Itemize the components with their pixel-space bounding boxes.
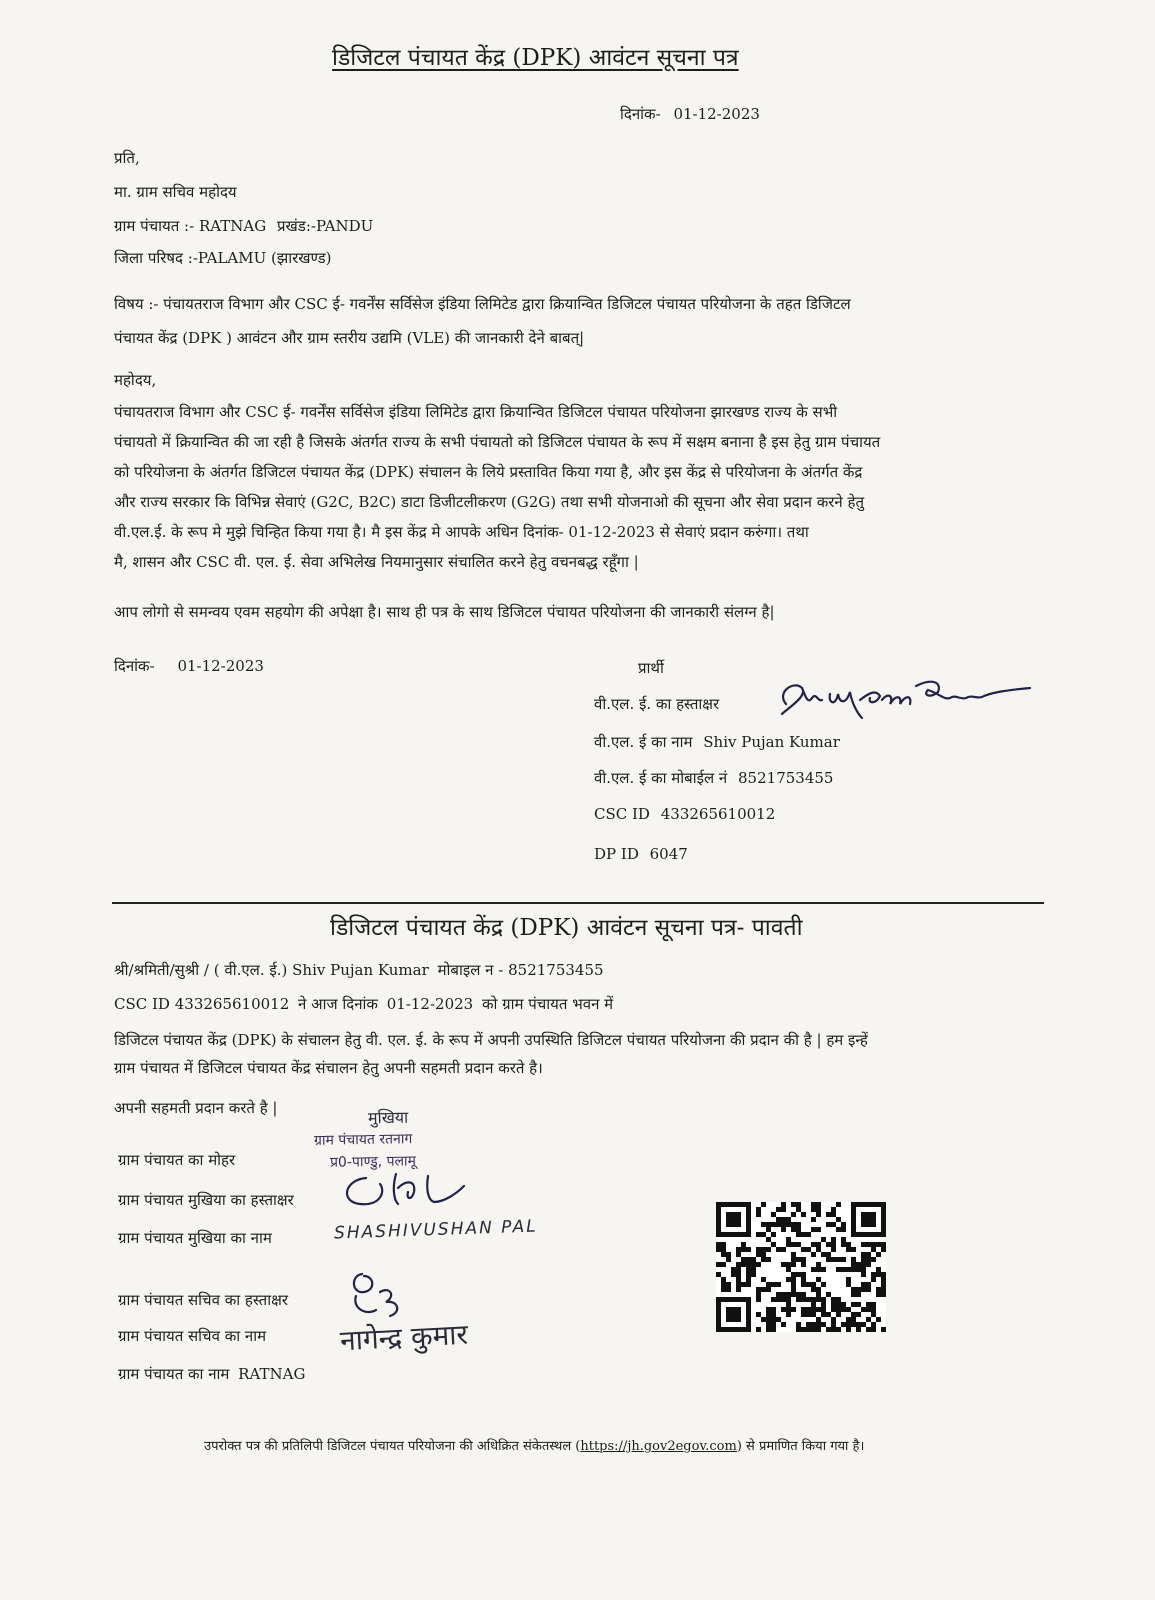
body-line-6: मै, शासन और CSC वी. एल. ई. सेवा अभिलेख नियमानुसार संचालित करने हेतु वचनबद्ध रहूँगा | xyxy=(114,553,639,571)
secretary-name-label: ग्राम पंचायत सचिव का नाम xyxy=(118,1327,267,1345)
mukhiya-name-label: ग्राम पंचायत मुखिया का नाम xyxy=(118,1229,272,1247)
vle-name-label: वी.एल. ई का नाम xyxy=(594,733,693,751)
gram-panchayat-line xyxy=(114,216,373,236)
mukhiya-signature xyxy=(336,1166,486,1214)
receipt-line-3: डिजिटल पंचायत केंद्र (DPK) के संचालन हेतु वी. एल. ई. के रूप में अपनी उपस्थिति डिजिटल पंचायत परियोजना की प्रदान की है | हम इन्हें xyxy=(114,1031,868,1049)
stamp-mukhiya: मुखिया xyxy=(367,1107,409,1128)
receipt-mobile: 8521753455 xyxy=(508,961,604,979)
panchayat-name-value: RATNAG xyxy=(238,1365,306,1383)
vle-signature-drawing xyxy=(772,674,1042,724)
district-line xyxy=(114,248,332,268)
receipt-line-4: ग्राम पंचायत में डिजिटल पंचायत केंद्र संचालन हेतु अपनी सहमती प्रदान करते है। xyxy=(114,1059,543,1077)
section-divider xyxy=(112,902,1044,904)
receipt-vle-name: Shiv Pujan Kumar xyxy=(292,961,429,979)
panchayat-name-line xyxy=(118,1364,305,1384)
qr-code-graphic xyxy=(716,1202,886,1332)
bottom-note xyxy=(204,1436,864,1454)
body-line-5: वी.एल.ई. के रूप मे मुझे चिन्हित किया गया है। मै इस केंद्र मे आपके अधिन दिनांक- 01-12-2023 से सेवाएं प्रदान करुंगा। तथा xyxy=(114,523,809,541)
secretary-name-value: नागेन्द्र कुमार xyxy=(339,1317,469,1358)
block-label: प्रखंड:- xyxy=(276,217,316,235)
date-label: दिनांक- xyxy=(620,105,661,123)
dp-id-value: 6047 xyxy=(649,845,688,863)
bottom-note-suffix: ) से प्रमाणित किया गया है। xyxy=(736,1439,865,1454)
receipt-prefix: श्री/श्रमिती/सुश्री / ( वी.एल. ई.) xyxy=(114,961,288,979)
portal-link[interactable]: https://jh.gov2egov.com xyxy=(580,1439,737,1454)
dp-id-line xyxy=(594,844,688,864)
receipt-date: 01-12-2023 xyxy=(386,995,474,1013)
prati-label: प्रति, xyxy=(114,149,140,167)
footer-date xyxy=(114,656,264,676)
mukhiya-signature-drawing xyxy=(336,1166,486,1214)
receipt-csc: 433265610012 xyxy=(174,995,290,1013)
vle-signature xyxy=(772,674,1042,724)
csc-id-line xyxy=(594,804,775,824)
body-line-2: पंचायतो में क्रियान्वित की जा रही है जिसके अंतर्गत राज्य के सभी पंचायतो को डिजिटल पंचायत के रूप में सक्षम बनाना है इस हेतु ग्राम पंचायत xyxy=(114,433,881,451)
receipt-mobile-label: मोबाइल न - xyxy=(437,961,504,979)
footer-date-label: दिनांक- xyxy=(114,657,155,675)
gram-panchayat-value: RATNAG xyxy=(198,217,267,235)
cooperation-line: आप लोगो से समन्वय एवम सहयोग की अपेक्षा है। साथ ही पत्र के साथ डिजिटल पंचायत परियोजना की जानकारी संलग्न है| xyxy=(114,603,775,621)
block-value: PANDU xyxy=(315,217,374,235)
header-date xyxy=(620,104,760,124)
date-value: 01-12-2023 xyxy=(673,105,760,123)
vle-signature-label: वी.एल. ई. का हस्ताक्षर xyxy=(594,695,720,713)
csc-id-value: 433265610012 xyxy=(660,805,776,823)
stamp-panchayat: ग्राम पंचायत रतनाग xyxy=(313,1131,413,1149)
salutation: महोदय, xyxy=(114,371,157,389)
secretary-signature xyxy=(346,1266,416,1322)
page-title: डिजिटल पंचायत केंद्र (DPK) आवंटन सूचना पत्र xyxy=(332,45,739,71)
bottom-note-prefix: उपरोक्त पत्र की प्रतिलिपी डिजिटल पंचायत परियोजना की अधिक्रित संकेतस्थल ( xyxy=(204,1439,581,1454)
recipient: मा. ग्राम सचिव महोदय xyxy=(114,183,237,201)
gram-panchayat-label: ग्राम पंचायत :- xyxy=(114,217,195,235)
vle-mobile-line xyxy=(594,768,833,788)
panchayat-name-label: ग्राम पंचायत का नाम xyxy=(118,1365,230,1383)
vle-name-value: Shiv Pujan Kumar xyxy=(703,733,840,751)
receipt-title: डिजिटल पंचायत केंद्र (DPK) आवंटन सूचना पत्र- पावती xyxy=(330,915,803,941)
applicant-heading: प्रार्थी xyxy=(638,659,664,677)
mukhiya-sign-label: ग्राम पंचायत मुखिया का हस्ताक्षर xyxy=(118,1191,294,1209)
dp-id-label: DP ID xyxy=(594,845,639,863)
qr-code xyxy=(716,1202,886,1332)
body-line-3: को परियोजना के अंतर्गत डिजिटल पंचायत केंद्र (DPK) संचालन के लिये प्रस्तावित किया गया है, और इस केंद्र से परियोजना के अंतर्गत केंद्र xyxy=(114,463,863,481)
receipt-consent: अपनी सहमती प्रदान करते है | xyxy=(114,1099,278,1117)
vle-mobile-label: वी.एल. ई का मोबाईल नं xyxy=(594,769,728,787)
vle-mobile-value: 8521753455 xyxy=(738,769,834,787)
secretary-signature-drawing xyxy=(346,1266,416,1322)
csc-id-label: CSC ID xyxy=(594,805,650,823)
receipt-suffix: को ग्राम पंचायत भवन में xyxy=(482,995,614,1013)
vle-name-line xyxy=(594,732,840,752)
receipt-line-2 xyxy=(114,994,613,1014)
body-line-4: और राज्य सरकार कि विभिन्न सेवाएं (G2C, B2C) डाटा डिजीटलीकरण (G2G) तथा सभी योजनाओ की सूचना और सेवा प्रदान करने हेतु xyxy=(114,493,865,511)
seal-label: ग्राम पंचायत का मोहर xyxy=(118,1151,236,1169)
stamp-block: प्र0-पाण्डु, पलामू xyxy=(329,1153,417,1171)
district-value: PALAMU (झारखण्ड) xyxy=(197,249,332,267)
subject-line-1: विषय :- पंचायतराज विभाग और CSC ई- गवर्नेंस सर्विसेज इंडिया लिमिटेड द्वारा क्रियान्वित डिजिटल पंचायत परियोजना के तहत डिजिटल xyxy=(114,295,851,313)
receipt-mid: ने आज दिनांक xyxy=(298,995,378,1013)
secretary-sign-label: ग्राम पंचायत सचिव का हस्ताक्षर xyxy=(118,1291,288,1309)
subject-line-2: पंचायत केंद्र (DPK ) आवंटन और ग्राम स्तरीय उद्यमि (VLE) की जानकारी देने बाबत्| xyxy=(114,329,585,347)
mukhiya-name-value: SHASHIVUSHAN PAL xyxy=(333,1216,538,1244)
body-line-1: पंचायतराज विभाग और CSC ई- गवर्नेंस सर्विसेज इंडिया लिमिटेड द्वारा क्रियान्वित डिजिटल पंचायत परियोजना झारखण्ड राज्य के सभी xyxy=(114,403,838,421)
district-label: जिला परिषद :- xyxy=(114,249,198,267)
receipt-csc-label: CSC ID xyxy=(114,995,170,1013)
footer-date-value: 01-12-2023 xyxy=(177,657,264,675)
receipt-line-1 xyxy=(114,960,604,980)
